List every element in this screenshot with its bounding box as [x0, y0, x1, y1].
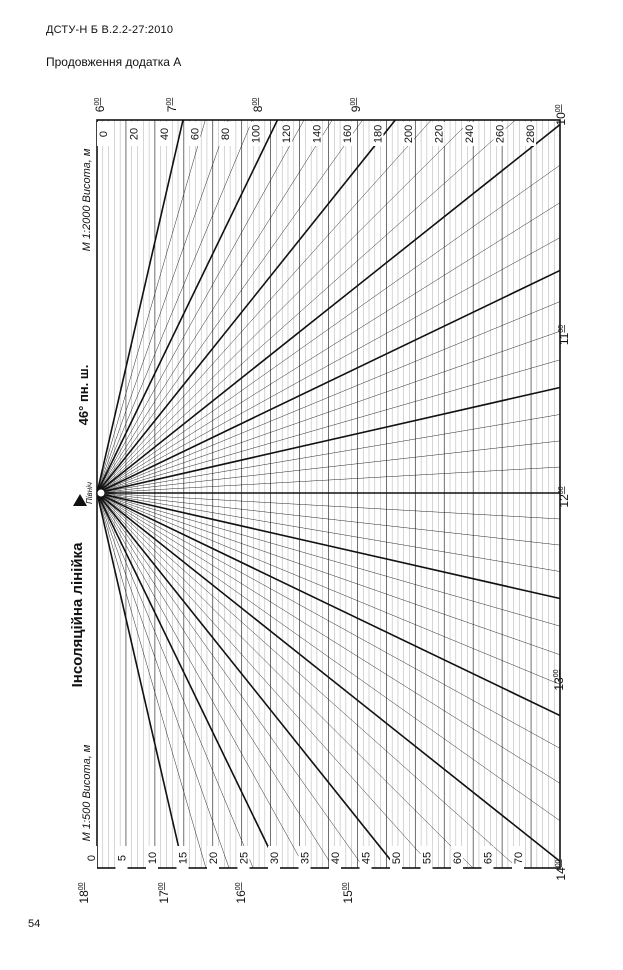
hour-minutes: 00: [553, 669, 560, 678]
hour-minutes: 00: [350, 97, 357, 106]
tick-label-500: 25: [238, 851, 251, 865]
hour-label: $17^{00}$: [157, 882, 171, 904]
tick-label-500: 30: [269, 851, 281, 865]
hour-label: $8^{00}$: [251, 97, 265, 113]
hour-label: $6^{00}$: [93, 97, 107, 113]
hour-minutes: 00: [252, 97, 259, 106]
tick-label-2000: 220: [433, 124, 446, 144]
tick-label-500: 45: [360, 851, 373, 865]
hour-minutes: 00: [78, 882, 85, 891]
hour-label: $7^{00}$: [165, 97, 179, 113]
hour-label: $11^{00}$: [557, 324, 571, 346]
tick-label-2000: 80: [220, 127, 232, 141]
tick-label-2000: 140: [311, 124, 324, 144]
tick-label-2000: 120: [281, 124, 293, 144]
hour-ray: [97, 493, 278, 868]
appendix-subtitle: Продовження додатка А: [46, 55, 182, 69]
quarter-ray: [97, 120, 205, 493]
hour-minutes: 00: [555, 104, 562, 113]
latitude-label: 46° пн. ш.: [76, 364, 91, 426]
quarter-ray: [97, 493, 364, 868]
tick-label-2000: 60: [189, 127, 202, 141]
tick-label-500: 20: [208, 851, 220, 865]
tick-label-500: 55: [421, 851, 434, 865]
diagram-title: Інсоляційна лінійка: [69, 542, 86, 688]
tick-label-2000: 20: [128, 127, 141, 141]
quarter-ray: [97, 120, 228, 493]
quarter-ray: [97, 120, 471, 493]
quarter-ray: [97, 493, 473, 868]
hour-labels: [77, 98, 571, 904]
tick-label-500: 40: [330, 851, 342, 865]
hour-minutes: 00: [158, 882, 165, 891]
tick-label-2000: 240: [464, 124, 476, 144]
tick-label-500: 10: [147, 851, 159, 865]
hour-label: $18^{00}$: [77, 882, 91, 904]
tick-label-2000: 160: [342, 124, 354, 144]
tick-label-2000: 100: [250, 124, 263, 144]
hour-label: $14^{00}$: [554, 859, 568, 881]
quarter-ray: [97, 493, 433, 868]
tick-label-2000: 0: [98, 130, 110, 138]
tick-label-500: 65: [482, 851, 495, 865]
quarter-ray: [97, 493, 253, 868]
scale-500-label: М 1:500 Висота, м: [81, 744, 93, 842]
hour-minutes: 00: [235, 882, 242, 891]
hour-label: $13^{00}$: [552, 669, 566, 691]
tick-label-2000: 40: [159, 127, 171, 141]
hour-minutes: 00: [558, 486, 565, 495]
hour-label: $9^{00}$: [349, 97, 363, 113]
hour-ray: [97, 493, 397, 868]
hour-minutes: 00: [555, 859, 562, 868]
tick-label-2000: 200: [403, 124, 415, 144]
north-label: Північ: [85, 481, 94, 505]
height-grid-lines: [103, 120, 554, 868]
hour-label: $12^{00}$: [557, 486, 571, 508]
quarter-ray: [97, 120, 515, 493]
hour-ray: [97, 120, 395, 493]
tick-label-500: 15: [177, 851, 190, 865]
scale-2000-label: М 1:2000 Висота, м: [81, 148, 93, 252]
hour-minutes: 00: [166, 97, 173, 106]
tick-label-2000: 280: [525, 124, 537, 144]
tick-label-500: 0: [86, 854, 98, 862]
hour-ray: [97, 493, 183, 868]
hour-label: $15^{00}$: [341, 882, 355, 904]
hour-minutes: 00: [342, 882, 349, 891]
tick-label-500: 5: [116, 854, 129, 862]
quarter-ray: [97, 493, 518, 868]
tick-label-2000: 180: [372, 124, 385, 144]
tick-label-500: 60: [452, 851, 464, 865]
tick-label-500: 35: [299, 851, 312, 865]
page-number: 54: [28, 918, 41, 930]
tick-label-500: 50: [391, 851, 403, 865]
document-header: ДСТУ-Н Б В.2.2-27:2010: [46, 24, 174, 36]
quarter-ray: [97, 493, 229, 868]
hour-ray: [97, 120, 183, 493]
tick-label-500: 70: [513, 851, 525, 865]
origin-point: [97, 489, 105, 497]
hour-minutes: 00: [94, 97, 101, 106]
quarter-ray: [97, 120, 431, 493]
hour-minutes: 00: [558, 324, 565, 333]
hour-ray: [97, 120, 277, 493]
hour-label: $10^{00}$: [554, 104, 568, 126]
quarter-ray: [97, 120, 304, 493]
hour-label: $16^{00}$: [234, 882, 248, 904]
tick-label-2000: 260: [494, 124, 507, 144]
